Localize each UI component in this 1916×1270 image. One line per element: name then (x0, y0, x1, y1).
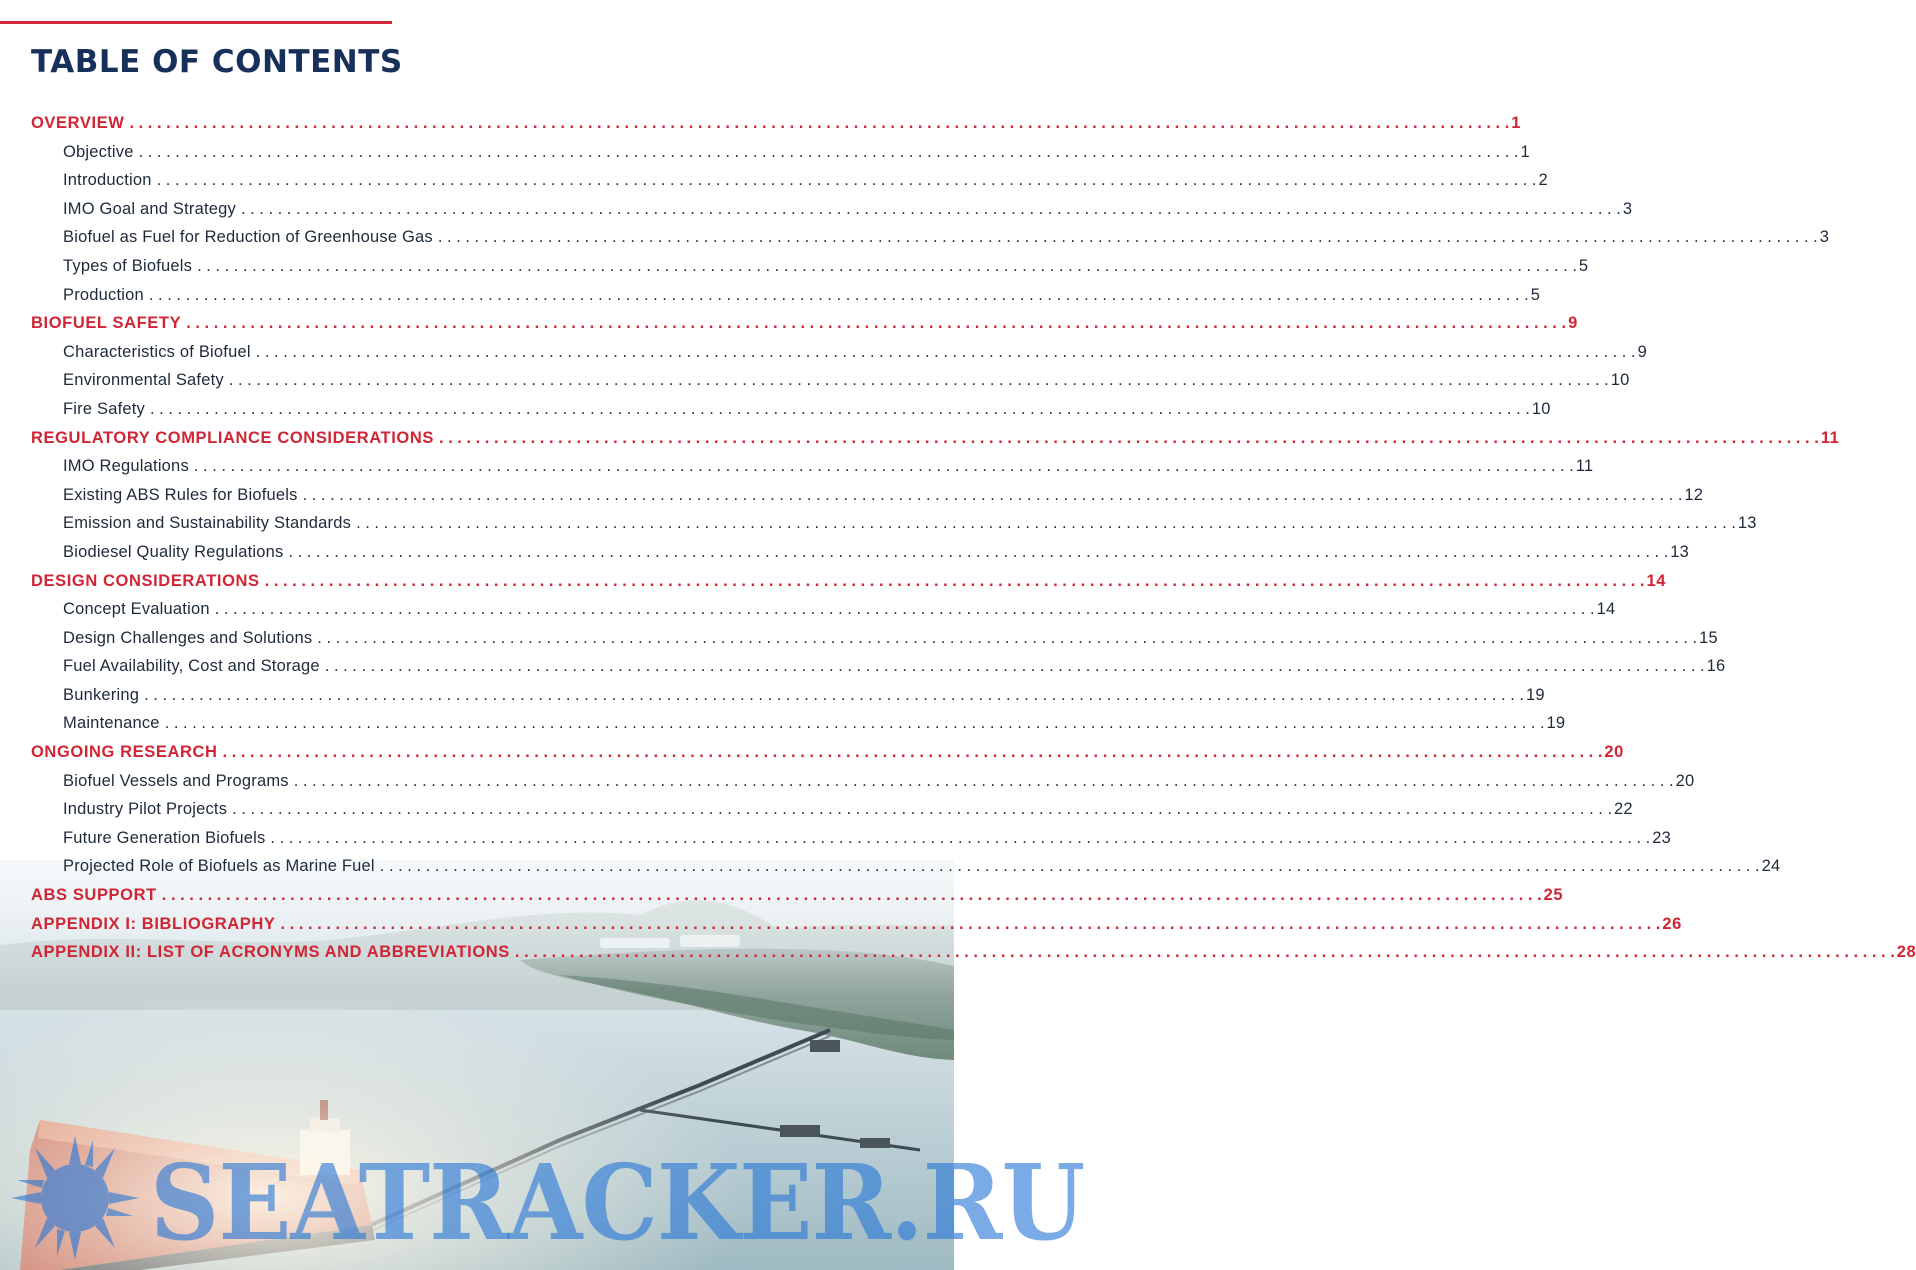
dot-leader (165, 709, 1545, 738)
toc-subsection-entry[interactable] (31, 223, 1830, 252)
toc-page-number: 11 (1820, 428, 1840, 447)
toc-section-entry[interactable] (31, 109, 1522, 138)
toc-page-number: 28 (1896, 943, 1916, 962)
watermark-text: SEATRACKER.RU (150, 1142, 1085, 1265)
toc-entry-label: Production (63, 285, 144, 304)
toc-entry-label: Fire Safety (63, 399, 145, 418)
dot-leader (139, 138, 1519, 167)
toc-page-number: 20 (1604, 743, 1624, 762)
toc-subsection-entry[interactable] (31, 481, 1704, 510)
toc-page-number: 20 (1675, 771, 1695, 790)
toc-entry-label: Biodiesel Quality Regulations (63, 542, 284, 561)
toc-section-entry[interactable] (31, 738, 1624, 767)
dot-leader (288, 538, 1668, 567)
toc-entry-label: Biofuel as Fuel for Reduction of Greenhouse Gas (63, 228, 433, 247)
toc-page-number: 15 (1699, 628, 1718, 647)
toc-entry-label: Industry Pilot Projects (63, 800, 228, 819)
toc-subsection-entry[interactable] (31, 538, 1690, 567)
toc-page-number: 13 (1737, 514, 1757, 533)
toc-entry-label: Concept Evaluation (63, 600, 210, 619)
dot-leader (256, 338, 1636, 367)
toc-entry-label: Types of Biofuels (63, 256, 193, 275)
toc-section-entry[interactable] (31, 910, 1682, 939)
toc-subsection-entry[interactable] (31, 709, 1566, 738)
toc-entry-label: Biofuel Vessels and Programs (63, 771, 289, 790)
dot-leader (265, 567, 1645, 596)
toc-subsection-entry[interactable] (31, 595, 1616, 624)
toc-section-entry[interactable] (31, 309, 1578, 338)
dot-leader (157, 166, 1537, 195)
toc-page-number: 26 (1662, 914, 1682, 933)
toc-entry-label: ABS SUPPORT (31, 886, 157, 905)
toc-entry-label: APPENDIX I: BIBLIOGRAPHY (31, 914, 276, 933)
toc-entry-label: IMO Regulations (63, 457, 189, 476)
toc-section-entry[interactable] (31, 424, 1840, 453)
toc-page-number: 14 (1646, 571, 1667, 590)
toc-page-number: 16 (1706, 657, 1726, 676)
toc-subsection-entry[interactable] (31, 795, 1633, 824)
dot-leader (303, 481, 1683, 510)
toc-subsection-entry[interactable] (31, 166, 1548, 195)
dot-leader (232, 795, 1612, 824)
dot-leader (223, 738, 1603, 767)
toc-entry-label: REGULATORY COMPLIANCE CONSIDERATIONS (31, 428, 434, 447)
toc-subsection-entry[interactable] (31, 681, 1545, 710)
toc-subsection-entry[interactable] (31, 338, 1647, 367)
toc-page-number: 5 (1578, 256, 1589, 275)
table-of-contents (31, 109, 1916, 967)
toc-entry-label: Characteristics of Biofuel (63, 342, 251, 361)
toc-section-entry[interactable] (31, 881, 1564, 910)
toc-entry-label: Bunkering (63, 685, 140, 704)
toc-entry-label: OVERVIEW (31, 114, 125, 132)
toc-page-number: 23 (1652, 828, 1672, 847)
toc-page-number: 3 (1622, 199, 1633, 218)
toc-subsection-entry[interactable] (31, 852, 1781, 881)
toc-subsection-entry[interactable] (31, 452, 1594, 481)
toc-subsection-entry[interactable] (31, 652, 1726, 681)
dot-leader (281, 910, 1661, 939)
toc-entry-label: ONGOING RESEARCH (31, 743, 218, 762)
toc-section-entry[interactable] (31, 938, 1916, 967)
toc-page-number: 25 (1543, 886, 1564, 905)
dot-leader (356, 509, 1736, 538)
dot-leader (294, 767, 1674, 796)
toc-entry-label: APPENDIX II: LIST OF ACRONYMS AND ABBREVIATIONS (31, 943, 510, 962)
toc-subsection-entry[interactable] (31, 767, 1695, 796)
dot-leader (186, 309, 1566, 338)
toc-subsection-entry[interactable] (31, 824, 1672, 853)
toc-entry-label: Environmental Safety (63, 371, 224, 390)
toc-page-number: 9 (1637, 342, 1647, 361)
toc-subsection-entry[interactable] (31, 252, 1589, 281)
toc-page-number: 5 (1530, 285, 1541, 304)
toc-page-number: 19 (1546, 714, 1566, 733)
toc-subsection-entry[interactable] (31, 281, 1541, 310)
toc-entry-label: Existing ABS Rules for Biofuels (63, 485, 298, 504)
toc-subsection-entry[interactable] (31, 195, 1633, 224)
top-accent-rule (0, 21, 392, 24)
toc-page-number: 9 (1568, 314, 1578, 333)
toc-entry-label: Objective (63, 142, 134, 161)
dot-leader (194, 452, 1574, 481)
dot-leader (325, 652, 1705, 681)
toc-subsection-entry[interactable] (31, 624, 1718, 653)
toc-entry-label: Projected Role of Biofuels as Marine Fuel (63, 857, 375, 876)
toc-entry-label: BIOFUEL SAFETY (31, 314, 182, 333)
toc-page-number: 1 (1520, 142, 1530, 161)
toc-page-number: 10 (1610, 371, 1630, 390)
dot-leader (215, 595, 1595, 624)
dot-leader (129, 109, 1509, 138)
toc-page-number: 10 (1531, 399, 1551, 418)
toc-entry-label: Maintenance (63, 714, 160, 733)
dot-leader (241, 195, 1621, 224)
toc-page-number: 1 (1511, 114, 1522, 132)
dot-leader (270, 824, 1650, 853)
dot-leader (149, 281, 1529, 310)
toc-entry-label: Fuel Availability, Cost and Storage (63, 657, 320, 676)
toc-subsection-entry[interactable] (31, 509, 1757, 538)
toc-subsection-entry[interactable] (31, 138, 1530, 167)
toc-entry-label: Design Challenges and Solutions (63, 628, 313, 647)
toc-page-number: 2 (1538, 171, 1548, 190)
toc-entry-label: IMO Goal and Strategy (63, 199, 236, 218)
toc-page-number: 3 (1819, 228, 1830, 247)
dot-leader (197, 252, 1577, 281)
toc-entry-label: Introduction (63, 171, 152, 190)
dot-leader (439, 424, 1819, 453)
toc-section-entry[interactable] (31, 567, 1667, 596)
toc-page-number: 24 (1761, 857, 1781, 876)
dot-leader (438, 223, 1818, 252)
dot-leader (150, 395, 1530, 424)
toc-page-number: 13 (1670, 542, 1690, 561)
toc-entry-label: DESIGN CONSIDERATIONS (31, 571, 260, 590)
toc-page-number: 12 (1684, 485, 1704, 504)
dot-leader (229, 366, 1609, 395)
toc-subsection-entry[interactable] (31, 395, 1551, 424)
dot-leader (380, 852, 1760, 881)
dot-leader (317, 624, 1697, 653)
toc-page-number: 11 (1575, 457, 1594, 476)
page-title: TABLE OF CONTENTS (31, 44, 403, 80)
toc-subsection-entry[interactable] (31, 366, 1630, 395)
toc-page-number: 22 (1614, 800, 1633, 819)
toc-page-number: 14 (1596, 600, 1616, 619)
toc-entry-label: Future Generation Biofuels (63, 828, 266, 847)
dot-leader (515, 938, 1895, 967)
toc-entry-label: Emission and Sustainability Standards (63, 514, 352, 533)
dot-leader (144, 681, 1524, 710)
toc-page-number: 19 (1525, 685, 1545, 704)
dot-leader (162, 881, 1542, 910)
